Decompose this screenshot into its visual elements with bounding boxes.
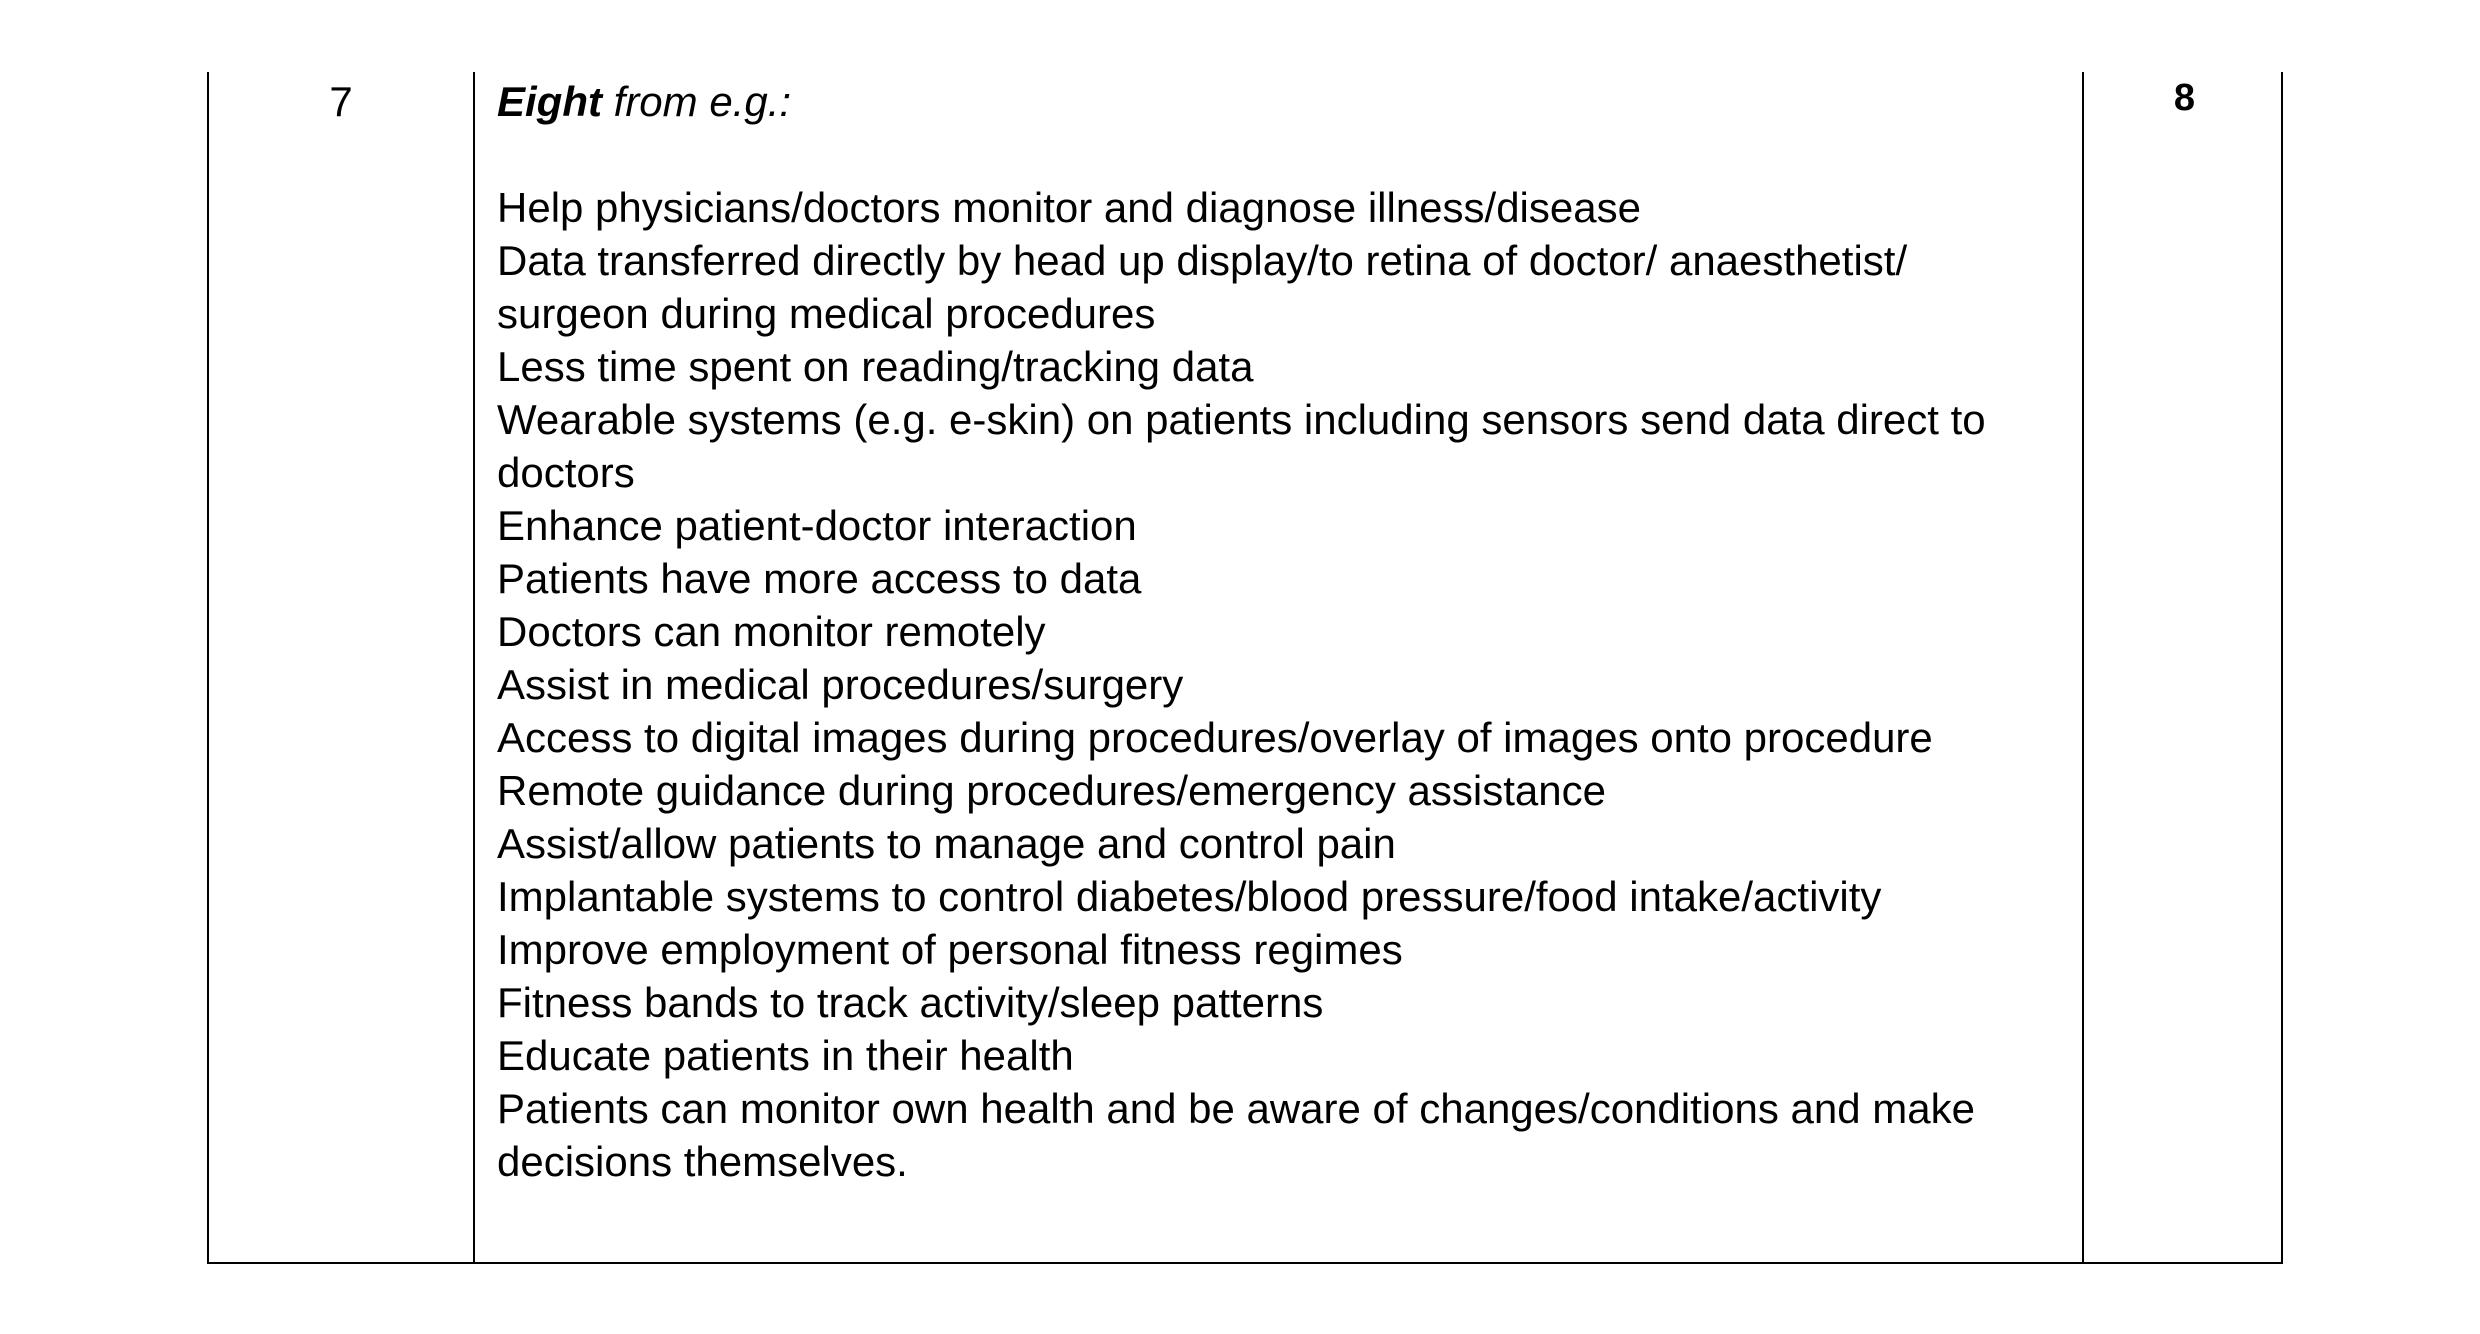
answer-intro-count: Eight [497,78,602,125]
question-number-cell [209,72,475,1262]
answer-intro-text: from e.g.: [601,78,792,125]
question-number: 7 [329,78,353,125]
answer-cell [475,72,2084,1262]
answer-intro [497,75,2070,128]
answer-item: Improve employment of personal fitness regimes [497,926,1403,973]
answer-item: Fitness bands to track activity/sleep patterns [497,979,1324,1026]
answer-item: Assist in medical procedures/surgery [497,661,1184,708]
answer-item: Access to digital images during procedures/overlay of images onto procedure [497,714,1933,761]
answer-item: Doctors can monitor remotely [497,608,1046,655]
answer-item: Patients have more access to data [497,555,1142,602]
answer-item: Wearable systems (e.g. e-skin) on patients including sensors send data direct to doctors [497,396,1986,496]
marks-cell [2084,72,2281,1262]
answer-list [497,181,2070,1188]
answer-item: Help physicians/doctors monitor and diagnose illness/disease [497,184,1641,231]
answer-item: Implantable systems to control diabetes/blood pressure/food intake/activity [497,873,1882,920]
answer-item: Patients can monitor own health and be aware of changes/conditions and make decisions themselves. [497,1085,1975,1185]
answer-item: Data transferred directly by head up display/to retina of doctor/ anaesthetist/ surgeon during medical procedures [497,237,1908,337]
marks-value: 8 [2173,77,2196,119]
answer-item: Remote guidance during procedures/emergency assistance [497,767,1606,814]
answer-item: Enhance patient-doctor interaction [497,502,1137,549]
mark-scheme-table [207,72,2283,1264]
answer-item: Educate patients in their health [497,1032,1074,1079]
answer-item: Less time spent on reading/tracking data [497,343,1254,390]
answer-item: Assist/allow patients to manage and control pain [497,820,1396,867]
